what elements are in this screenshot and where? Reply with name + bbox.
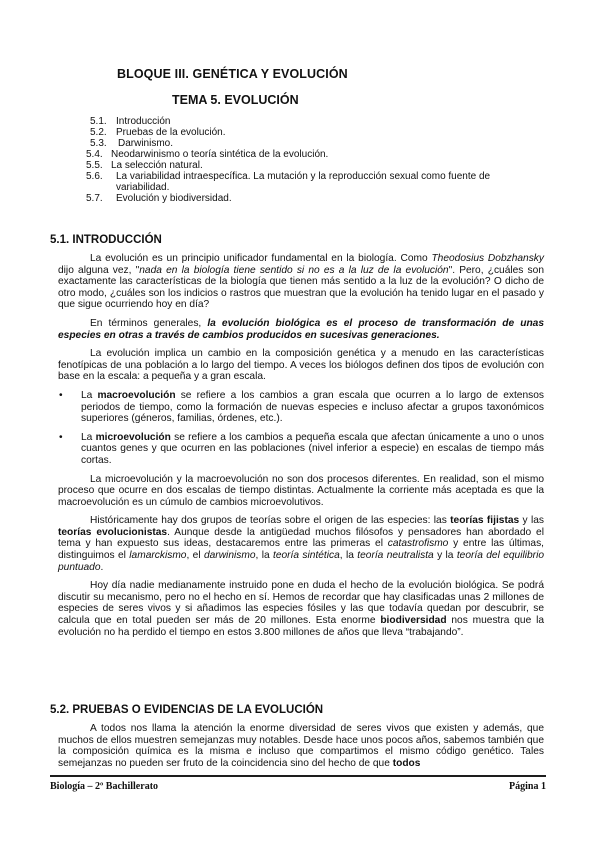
footer-divider (50, 775, 546, 777)
paragraph: La microevolución y la macroevolución no son dos procesos diferentes. En realidad, son el mismo proceso que ocurre en dos escalas de tiempo distintas. Actualmente la corriente más aceptada es que la macroevolución es un cúmulo de cambios microevolutivos. (58, 473, 544, 508)
toc-text: Darwinismo. (118, 138, 174, 149)
toc-item (0, 149, 600, 160)
paragraph: La evolución implica un cambio en la composición genética y a menudo en las características fenotípicas de una población a lo largo del tiempo. A veces los biólogos definen dos tipos de evolución con base en la escala: a pequeña y a gran escala. (58, 348, 544, 383)
section-body (58, 253, 544, 645)
toc-text: Neodarwinismo o teoría sintética de la evolución. (111, 149, 329, 160)
section-heading: 5.1. INTRODUCCIÓN (50, 234, 162, 246)
block-title: BLOQUE III. GENÉTICA Y EVOLUCIÓN (117, 67, 348, 81)
toc-text: La selección natural. (111, 160, 203, 171)
toc-number: 5.3. (90, 138, 107, 149)
section-body (58, 723, 544, 776)
toc-text: Pruebas de la evolución. (116, 127, 226, 138)
paragraph: A todos nos llama la atención la enorme diversidad de seres vivos que existen y además, que muchos de ellos muestren semejanzas muy notables. Desde hace unos pocos años, sabemos también que la composición química es la misma e incluso que compartimos el mismo código genético. Tales semejanzas no pueden ser fruto de la coincidencia sino del hecho de que todos (58, 723, 544, 769)
toc-item (0, 138, 600, 149)
toc-number: 5.2. (90, 127, 107, 138)
paragraph: Hoy día nadie medianamente instruido pone en duda el hecho de la evolución biológica. Se podrá discutir su mecanismo, pero no el hecho en sí. Hemos de recordar que hay clasificadas unas 2 millones de especies de seres vivos y si añadimos las especies fósiles y las que todavía quedan por descubrir, se calcula que en total pueden ser más de 20 millones. Esta enorme biodiversidad nos muestra que la evolución no ha perdido el tiempo en estos 3.800 millones de años que lleva “trabajando”. (58, 580, 544, 638)
table-of-contents (0, 116, 600, 204)
toc-item (0, 116, 600, 127)
paragraph: La evolución es un principio unificador fundamental en la biología. Como Theodosius Dobzhansky dijo alguna vez, "nada en la biología tiene sentido si no es a la luz de la evolución". Pero, ¿cuáles son exactamente las características de la biología que tienen más sentido a la luz de la evolución? O dicho de otro modo, ¿cuáles son los indicios o rastros que muestran que la evolución ha tenido lugar en el pasado y que sigue ocurriendo hoy en día? (58, 253, 544, 311)
toc-text: Evolución y biodiversidad. (116, 193, 232, 204)
section-heading: 5.2. PRUEBAS O EVIDENCIAS DE LA EVOLUCIÓN (50, 704, 324, 716)
toc-item (0, 160, 600, 171)
bullet-icon: • (59, 389, 63, 401)
list-item: • La microevolución se refiere a los cambios a pequeña escala que afectan únicamente a uno o unos cuantos genes y que ocurren en las poblaciones (nivel inferior a especie) en escalas de tiempo más cortas. (59, 431, 544, 466)
toc-text: Introducción (116, 116, 171, 127)
topic-title: TEMA 5. EVOLUCIÓN (172, 93, 299, 107)
toc-item (0, 193, 600, 204)
footer-page-number: Página 1 (509, 781, 546, 792)
toc-number: 5.5. (86, 160, 103, 171)
toc-number: 5.6. (86, 171, 103, 182)
bullet-icon: • (59, 431, 63, 443)
list-item: • La macroevolución se refiere a los cambios a gran escala que ocurren a lo largo de extensos periodos de tiempo, como la formación de nuevas especies e incluso afectar a grupos taxonómicos superiores (géneros, familias, órdenes, etc.). (59, 389, 544, 425)
footer-left: Biología – 2º Bachillerato (50, 781, 159, 792)
toc-number: 5.4. (86, 149, 103, 160)
paragraph: Históricamente hay dos grupos de teorías sobre el origen de las especies: las teorías fijistas y las teorías evolucionistas. Aunque desde la antigüedad muchos filósofos y pensadores han abordado el tema y han expuesto sus ideas, destacaremos entre las primeras el catastrofismo y entre las últimas, distinguimos el lamarckismo, el darwinismo, la teoría sintética, la teoría neutralista y la teoría del equilibrio puntuado. (58, 515, 545, 573)
paragraph: En términos generales, la evolución biológica es el proceso de transformación de unas especies en otras a través de cambios producidos en sucesivas generaciones. (58, 317, 544, 341)
toc-item (0, 171, 600, 193)
toc-item (0, 127, 600, 138)
toc-number: 5.1. (90, 116, 107, 127)
toc-text: La variabilidad intraespecífica. La mutación y la reproducción sexual como fuente de variabilidad. (116, 171, 491, 193)
toc-number: 5.7. (86, 193, 103, 204)
